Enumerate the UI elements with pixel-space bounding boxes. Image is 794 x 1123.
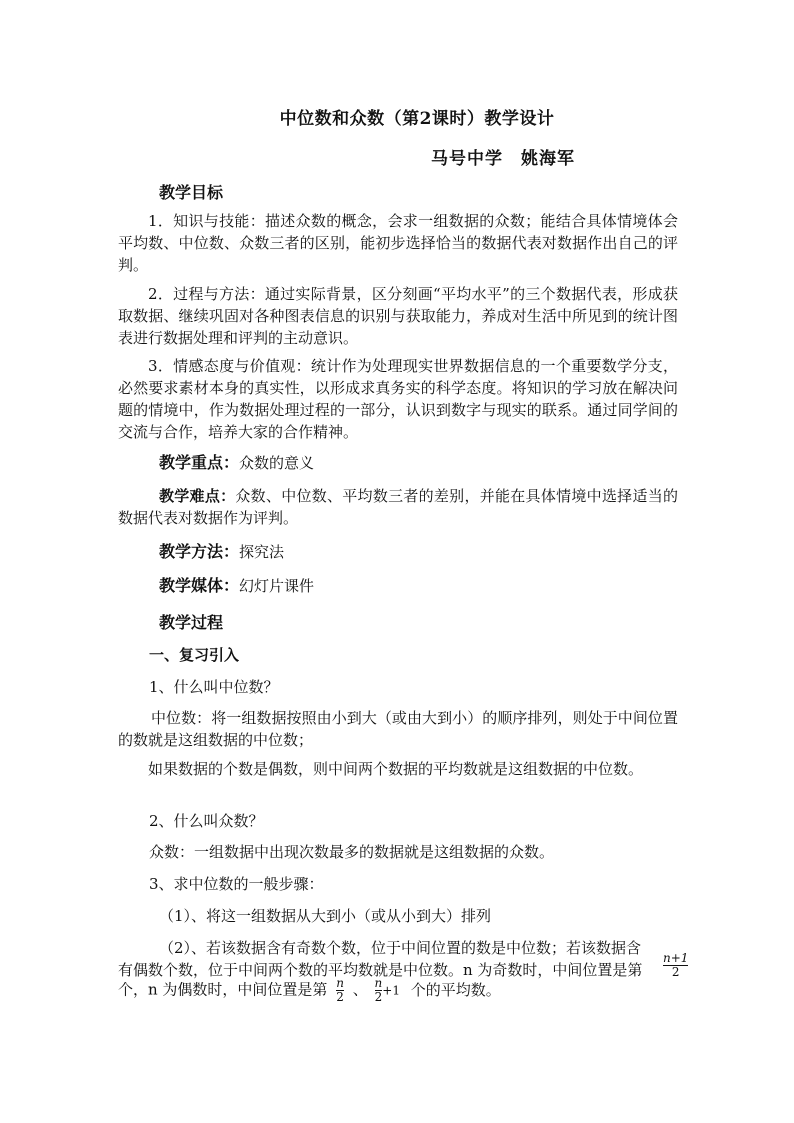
step-2-line-1: （2）、若该数据含有奇数个数，位于中间位置的数是中位数；若该数据含 xyxy=(159,939,642,957)
step-1: （1）、将这一组数据从大到小（或从小到大）排列 xyxy=(159,907,492,925)
fraction-even2-denominator: 2 xyxy=(374,990,383,1004)
author-line xyxy=(431,144,575,169)
difficulty xyxy=(118,485,678,529)
teaching-media xyxy=(159,575,314,597)
method-label: 教学方法： xyxy=(159,542,240,561)
fraction-even2-numerator: n xyxy=(374,976,383,990)
median-even-rule: 如果数据的个数是偶数，则中间两个数据的平均数就是这组数据的中位数。 xyxy=(148,760,644,778)
author-school: 马号中学 xyxy=(431,149,503,169)
median-definition: 中位数：将一组数据按照由小到大（或由大到小）的顺序排列，则处于中间位置的数就是这组数据的中位数； xyxy=(118,709,678,749)
difficulty-value: 众数、中位数、平均数三者的差别，并能在具体情境中选择适当的数据代表对数据作为评判。 xyxy=(118,487,678,527)
step-2-separator: 、 xyxy=(352,980,368,999)
key-point-label: 教学重点： xyxy=(159,453,240,472)
mode-definition: 众数：一组数据中出现次数最多的数据就是这组数据的众数。 xyxy=(149,843,555,861)
objective-3: 3．情感态度与价值观：统计作为处理现实世界数据信息的一个重要数学分支，必然要求素材本身的真实性，以形成求真务实的科学态度。将知识的学习放在解决问题的情境中，作为数据处理过程的一部分，认识到数字与现实的联系。通过同学间的交流与合作，培养大家的合作精神。 xyxy=(118,357,678,441)
question-steps: 3、求中位数的一般步骤： xyxy=(149,875,324,893)
fraction-odd xyxy=(663,952,688,979)
fraction-even1-denominator: 2 xyxy=(336,990,344,1004)
teaching-method xyxy=(159,541,284,563)
fraction-even1-numerator: n xyxy=(336,976,344,990)
media-label: 教学媒体： xyxy=(159,576,240,595)
section-review: 一、复习引入 xyxy=(149,646,240,664)
author-name: 姚海军 xyxy=(521,149,575,169)
objective-2: 2．过程与方法：通过实际背景，区分刻画“平均水平”的三个数据代表，形成获取数据、继续巩固对各种图表信息的识别与获取能力，养成对生活中所见到的统计图表进行数据处理和评判的主动意识。 xyxy=(118,285,678,347)
step-2-line-3b: 个的平均数。 xyxy=(410,980,501,999)
fraction-odd-denominator: 2 xyxy=(671,965,680,979)
difficulty-label: 教学难点： xyxy=(159,487,236,505)
objective-1: 1．知识与技能：描述众数的概念，会求一组数据的众数；能结合具体情境体会平均数、中位数、众数三者的区别，能初步选择恰当的数据代表对数据作出自己的评判。 xyxy=(118,212,678,274)
step-2-line-3a: 个，n 为偶数时，中间位置是第 xyxy=(118,980,328,999)
fraction-even2-plus: +1 xyxy=(382,983,400,998)
question-mode: 2、什么叫众数？ xyxy=(149,812,264,830)
process-heading: 教学过程 xyxy=(159,613,224,632)
question-median: 1、什么叫中位数？ xyxy=(149,678,279,696)
step-2-line-3 xyxy=(118,977,501,1004)
document-title: 中位数和众数（第2课时）教学设计 xyxy=(279,109,555,129)
step-2-line-2: 有偶数个数，位于中间两个数的平均数就是中位数。n 为奇数时，中间位置是第 xyxy=(118,961,643,979)
fraction-odd-numerator: n+1 xyxy=(663,951,689,965)
key-point-value: 众数的意义 xyxy=(239,454,315,472)
key-point xyxy=(159,452,314,474)
objectives-heading: 教学目标 xyxy=(159,183,224,202)
method-value: 探究法 xyxy=(239,543,285,561)
media-value: 幻灯片课件 xyxy=(239,577,315,595)
